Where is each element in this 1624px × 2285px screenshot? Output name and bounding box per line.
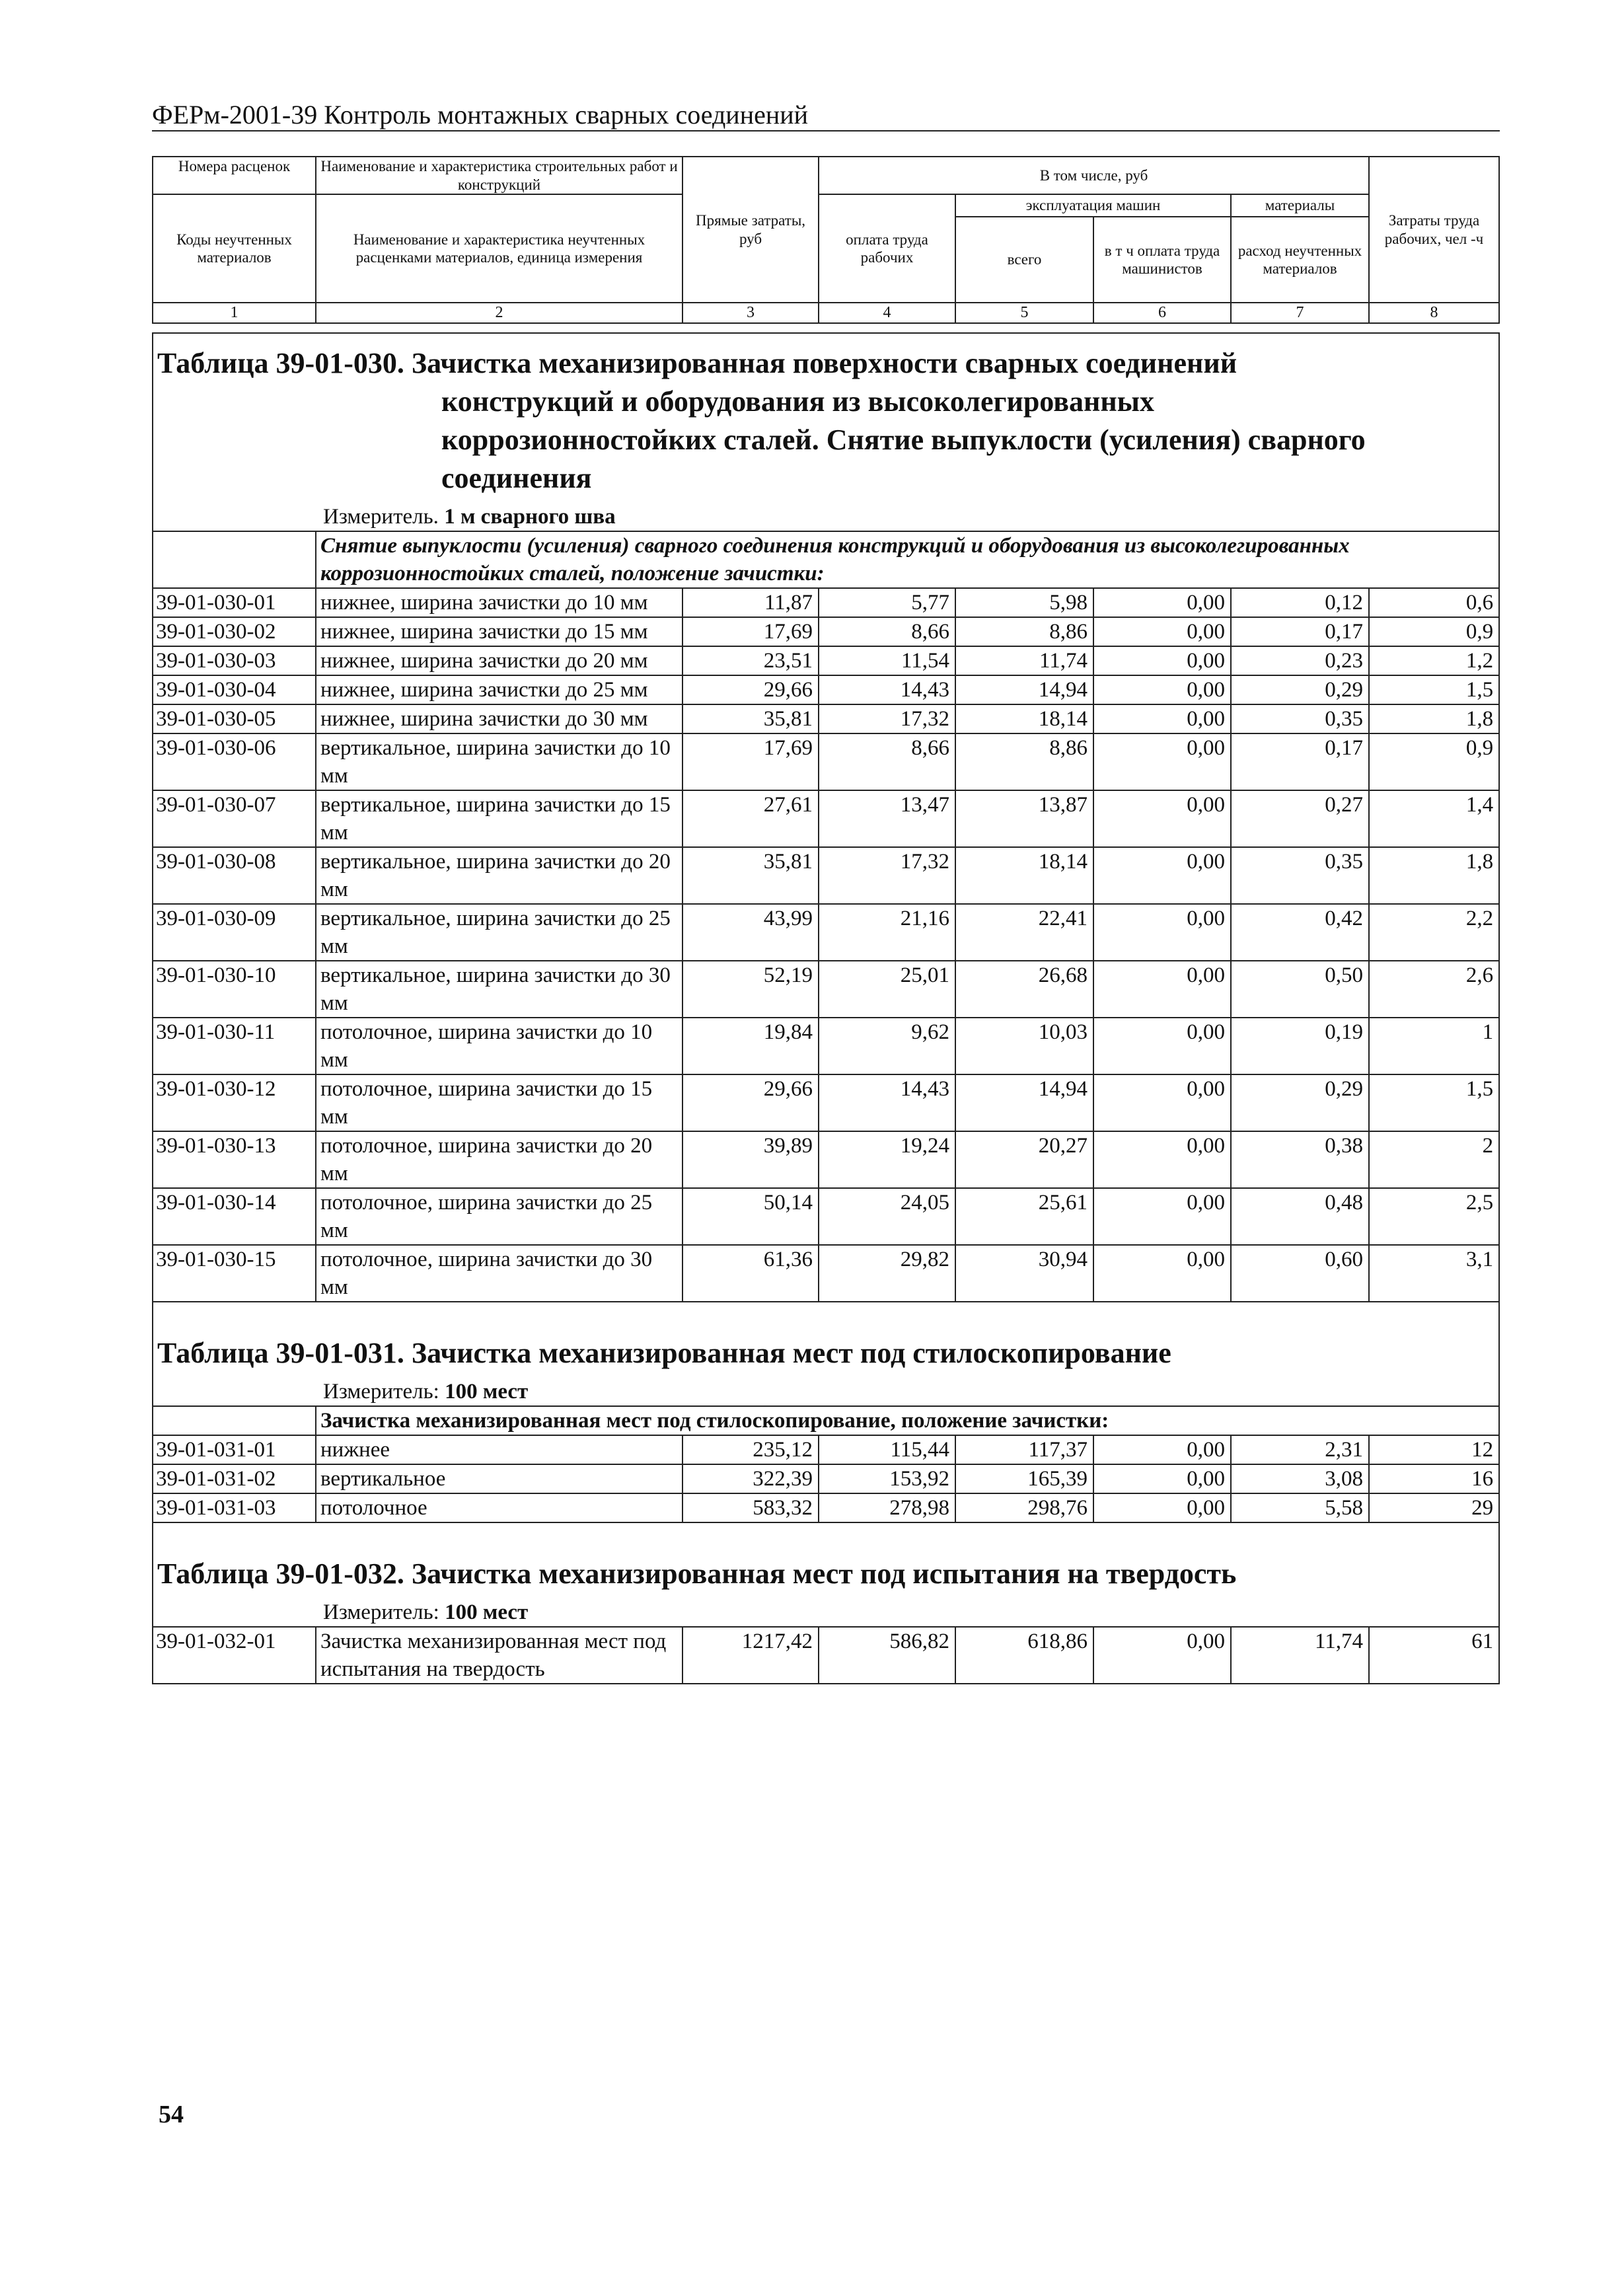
table-row — [153, 1464, 1499, 1493]
unit-label: Измеритель: — [323, 1380, 439, 1404]
worker-wages-cell: 9,62 — [819, 1018, 955, 1074]
table-row — [153, 961, 1499, 1018]
rate-description: вертикальное, ширина зачистки до 10 мм — [316, 733, 683, 790]
direct-costs-cell: 39,89 — [683, 1131, 819, 1188]
rate-code: 39-01-030-07 — [153, 790, 316, 847]
rate-description: нижнее, ширина зачистки до 25 мм — [316, 675, 683, 704]
machinist-wages-cell: 0,00 — [1093, 1464, 1231, 1493]
worker-wages-cell: 278,98 — [819, 1493, 955, 1522]
col-header-including: В том числе, руб — [819, 157, 1369, 194]
material-usage-cell: 0,38 — [1231, 1131, 1369, 1188]
unit-value: 100 мест — [445, 1380, 529, 1404]
machinist-wages-cell: 0,00 — [1093, 961, 1231, 1018]
rate-code: 39-01-030-08 — [153, 847, 316, 904]
material-usage-cell: 0,35 — [1231, 704, 1369, 733]
direct-costs-cell: 29,66 — [683, 1074, 819, 1131]
col-header-wages: оплата труда рабочих — [819, 194, 955, 303]
labor-costs-cell: 2,2 — [1369, 904, 1499, 961]
table-row — [153, 733, 1499, 790]
table-row — [153, 646, 1499, 675]
table-row — [153, 1627, 1499, 1684]
material-usage-cell: 2,31 — [1231, 1435, 1369, 1464]
worker-wages-cell: 21,16 — [819, 904, 955, 961]
rate-description: потолочное, ширина зачистки до 20 мм — [316, 1131, 683, 1188]
direct-costs-cell: 17,69 — [683, 733, 819, 790]
worker-wages-cell: 115,44 — [819, 1435, 955, 1464]
rate-code: 39-01-030-12 — [153, 1074, 316, 1131]
machines-total-cell: 20,27 — [955, 1131, 1093, 1188]
rate-code: 39-01-030-15 — [153, 1245, 316, 1302]
table-row — [153, 847, 1499, 904]
labor-costs-cell: 1,5 — [1369, 1074, 1499, 1131]
material-usage-cell: 0,19 — [1231, 1018, 1369, 1074]
column-header-table — [152, 156, 1500, 324]
direct-costs-cell: 1217,42 — [683, 1627, 819, 1684]
machines-total-cell: 18,14 — [955, 704, 1093, 733]
col-header-labor: Затраты труда рабочих, чел -ч — [1369, 157, 1499, 303]
col-header-direct-costs: Прямые затраты, руб — [683, 157, 819, 303]
worker-wages-cell: 17,32 — [819, 704, 955, 733]
machinist-wages-cell: 0,00 — [1093, 1627, 1231, 1684]
worker-wages-cell: 8,66 — [819, 733, 955, 790]
table-032-title: Таблица 39-01-032. Зачистка механизированная мест под испытания на твердость — [153, 1522, 1499, 1598]
table-030-subheading: Снятие выпуклости (усиления) сварного соединения конструкций и оборудования из высоколегированных коррозионностойких сталей, положение зачистки: — [316, 531, 1499, 588]
col-num: 2 — [316, 303, 683, 323]
worker-wages-cell: 24,05 — [819, 1188, 955, 1245]
material-usage-cell: 0,29 — [1231, 675, 1369, 704]
machinist-wages-cell: 0,00 — [1093, 847, 1231, 904]
worker-wages-cell: 13,47 — [819, 790, 955, 847]
rate-description: потолочное, ширина зачистки до 15 мм — [316, 1074, 683, 1131]
material-usage-cell: 0,48 — [1231, 1188, 1369, 1245]
table-row — [153, 704, 1499, 733]
col-header-codes: Номера расценок — [153, 157, 316, 194]
worker-wages-cell: 19,24 — [819, 1131, 955, 1188]
labor-costs-cell: 61 — [1369, 1627, 1499, 1684]
table-row — [153, 588, 1499, 617]
direct-costs-cell: 29,66 — [683, 675, 819, 704]
labor-costs-cell: 0,9 — [1369, 733, 1499, 790]
col-num: 8 — [1369, 303, 1499, 323]
col-header-materials: материалы — [1231, 194, 1369, 217]
machinist-wages-cell: 0,00 — [1093, 790, 1231, 847]
table-row — [153, 617, 1499, 646]
machines-total-cell: 8,86 — [955, 733, 1093, 790]
machines-total-cell: 298,76 — [955, 1493, 1093, 1522]
machinist-wages-cell: 0,00 — [1093, 1435, 1231, 1464]
table-row — [153, 1131, 1499, 1188]
machinist-wages-cell: 0,00 — [1093, 646, 1231, 675]
unit-value: 1 м сварного шва — [444, 505, 616, 529]
rate-code: 39-01-031-02 — [153, 1464, 316, 1493]
rate-code: 39-01-030-02 — [153, 617, 316, 646]
machinist-wages-cell: 0,00 — [1093, 1074, 1231, 1131]
labor-costs-cell: 1,8 — [1369, 847, 1499, 904]
rate-description: потолочное, ширина зачистки до 25 мм — [316, 1188, 683, 1245]
direct-costs-cell: 19,84 — [683, 1018, 819, 1074]
worker-wages-cell: 586,82 — [819, 1627, 955, 1684]
machinist-wages-cell: 0,00 — [1093, 704, 1231, 733]
table-row — [153, 790, 1499, 847]
material-usage-cell: 0,17 — [1231, 733, 1369, 790]
direct-costs-cell: 27,61 — [683, 790, 819, 847]
rate-code: 39-01-030-14 — [153, 1188, 316, 1245]
rate-description: потолочное, ширина зачистки до 10 мм — [316, 1018, 683, 1074]
col-header-material-codes: Коды неучтенных материалов — [153, 194, 316, 303]
rate-description: нижнее, ширина зачистки до 20 мм — [316, 646, 683, 675]
rate-description: потолочное — [316, 1493, 683, 1522]
machines-total-cell: 11,74 — [955, 646, 1093, 675]
material-usage-cell: 0,17 — [1231, 617, 1369, 646]
worker-wages-cell: 25,01 — [819, 961, 955, 1018]
col-header-material-usage: расход неучтенных материалов — [1231, 217, 1369, 303]
material-usage-cell: 0,42 — [1231, 904, 1369, 961]
machinist-wages-cell: 0,00 — [1093, 675, 1231, 704]
rate-code: 39-01-030-03 — [153, 646, 316, 675]
material-usage-cell: 0,35 — [1231, 847, 1369, 904]
worker-wages-cell: 17,32 — [819, 847, 955, 904]
rate-description: вертикальное, ширина зачистки до 30 мм — [316, 961, 683, 1018]
table-row — [153, 1074, 1499, 1131]
col-num: 5 — [955, 303, 1093, 323]
worker-wages-cell: 14,43 — [819, 675, 955, 704]
rate-description: вертикальное, ширина зачистки до 20 мм — [316, 847, 683, 904]
labor-costs-cell: 3,1 — [1369, 1245, 1499, 1302]
material-usage-cell: 0,27 — [1231, 790, 1369, 847]
table-row — [153, 1018, 1499, 1074]
material-usage-cell: 0,29 — [1231, 1074, 1369, 1131]
direct-costs-cell: 50,14 — [683, 1188, 819, 1245]
machinist-wages-cell: 0,00 — [1093, 904, 1231, 961]
direct-costs-cell: 17,69 — [683, 617, 819, 646]
machines-total-cell: 14,94 — [955, 1074, 1093, 1131]
machinist-wages-cell: 0,00 — [1093, 1245, 1231, 1302]
machines-total-cell: 5,98 — [955, 588, 1093, 617]
material-usage-cell: 3,08 — [1231, 1464, 1369, 1493]
worker-wages-cell: 8,66 — [819, 617, 955, 646]
rate-code: 39-01-030-01 — [153, 588, 316, 617]
rate-code: 39-01-031-01 — [153, 1435, 316, 1464]
machinist-wages-cell: 0,00 — [1093, 1131, 1231, 1188]
machines-total-cell: 22,41 — [955, 904, 1093, 961]
labor-costs-cell: 0,9 — [1369, 617, 1499, 646]
material-usage-cell: 11,74 — [1231, 1627, 1369, 1684]
col-num: 3 — [683, 303, 819, 323]
direct-costs-cell: 235,12 — [683, 1435, 819, 1464]
worker-wages-cell: 11,54 — [819, 646, 955, 675]
labor-costs-cell: 12 — [1369, 1435, 1499, 1464]
table-row — [153, 675, 1499, 704]
machines-total-cell: 14,94 — [955, 675, 1093, 704]
worker-wages-cell: 14,43 — [819, 1074, 955, 1131]
table-row — [153, 904, 1499, 961]
rate-description: нижнее — [316, 1435, 683, 1464]
col-header-machines-total: всего — [955, 217, 1093, 303]
header-rule — [152, 130, 1500, 131]
table-row — [153, 1493, 1499, 1522]
unit-value: 100 мест — [445, 1600, 529, 1624]
table-row — [153, 1245, 1499, 1302]
rate-code: 39-01-032-01 — [153, 1627, 316, 1684]
rate-description: вертикальное, ширина зачистки до 15 мм — [316, 790, 683, 847]
worker-wages-cell: 5,77 — [819, 588, 955, 617]
direct-costs-cell: 43,99 — [683, 904, 819, 961]
machinist-wages-cell: 0,00 — [1093, 1188, 1231, 1245]
material-usage-cell: 0,12 — [1231, 588, 1369, 617]
table-031-subheading: Зачистка механизированная мест под стилоскопирование, положение зачистки: — [316, 1406, 1499, 1435]
machines-total-cell: 8,86 — [955, 617, 1093, 646]
rate-code: 39-01-030-11 — [153, 1018, 316, 1074]
material-usage-cell: 0,50 — [1231, 961, 1369, 1018]
col-header-material-names: Наименование и характеристика неучтенных расценками материалов, единица измерения — [316, 194, 683, 303]
col-num: 6 — [1093, 303, 1231, 323]
rate-description: Зачистка механизированная мест под испытания на твердость — [316, 1627, 683, 1684]
machines-total-cell: 165,39 — [955, 1464, 1093, 1493]
material-usage-cell: 0,23 — [1231, 646, 1369, 675]
labor-costs-cell: 1,5 — [1369, 675, 1499, 704]
labor-costs-cell: 0,6 — [1369, 588, 1499, 617]
labor-costs-cell: 16 — [1369, 1464, 1499, 1493]
labor-costs-cell: 2 — [1369, 1131, 1499, 1188]
rate-code: 39-01-031-03 — [153, 1493, 316, 1522]
machines-total-cell: 18,14 — [955, 847, 1093, 904]
col-num: 1 — [153, 303, 316, 323]
machines-total-cell: 618,86 — [955, 1627, 1093, 1684]
direct-costs-cell: 322,39 — [683, 1464, 819, 1493]
machinist-wages-cell: 0,00 — [1093, 1493, 1231, 1522]
rate-description: потолочное, ширина зачистки до 30 мм — [316, 1245, 683, 1302]
labor-costs-cell: 1,8 — [1369, 704, 1499, 733]
direct-costs-cell: 11,87 — [683, 588, 819, 617]
page-number: 54 — [159, 2101, 184, 2128]
labor-costs-cell: 2,5 — [1369, 1188, 1499, 1245]
machinist-wages-cell: 0,00 — [1093, 733, 1231, 790]
rate-description: нижнее, ширина зачистки до 30 мм — [316, 704, 683, 733]
labor-costs-cell: 2,6 — [1369, 961, 1499, 1018]
rate-code: 39-01-030-05 — [153, 704, 316, 733]
labor-costs-cell: 1,4 — [1369, 790, 1499, 847]
worker-wages-cell: 29,82 — [819, 1245, 955, 1302]
col-header-machines: эксплуатация машин — [955, 194, 1231, 217]
labor-costs-cell: 1,2 — [1369, 646, 1499, 675]
machines-total-cell: 30,94 — [955, 1245, 1093, 1302]
col-header-machinist-wages: в т ч оплата труда машинистов — [1093, 217, 1231, 303]
unit-label: Измеритель: — [323, 1600, 439, 1624]
col-num: 4 — [819, 303, 955, 323]
material-usage-cell: 0,60 — [1231, 1245, 1369, 1302]
col-num: 7 — [1231, 303, 1369, 323]
worker-wages-cell: 153,92 — [819, 1464, 955, 1493]
machinist-wages-cell: 0,00 — [1093, 588, 1231, 617]
rate-description: нижнее, ширина зачистки до 15 мм — [316, 617, 683, 646]
table-031-unit — [153, 1378, 1499, 1406]
rate-code: 39-01-030-13 — [153, 1131, 316, 1188]
unit-label: Измеритель. — [323, 505, 439, 529]
col-header-name: Наименование и характеристика строительных работ и конструкций — [316, 157, 683, 194]
machines-total-cell: 25,61 — [955, 1188, 1093, 1245]
rate-code: 39-01-030-09 — [153, 904, 316, 961]
rate-code: 39-01-030-04 — [153, 675, 316, 704]
rate-code: 39-01-030-10 — [153, 961, 316, 1018]
price-table — [152, 332, 1500, 1684]
table-032-unit — [153, 1598, 1499, 1627]
machines-total-cell: 117,37 — [955, 1435, 1093, 1464]
table-031-title: Таблица 39-01-031. Зачистка механизированная мест под стилоскопирование — [153, 1302, 1499, 1378]
rate-description: вертикальное — [316, 1464, 683, 1493]
rate-description: нижнее, ширина зачистки до 10 мм — [316, 588, 683, 617]
table-030-title: Таблица 39-01-030. Зачистка механизированная поверхности сварных соединений конструкций и оборудования из высоколегированных коррозионностойких сталей. Снятие выпуклости (усиления) сварного соединения — [153, 333, 1499, 503]
rate-description: вертикальное, ширина зачистки до 25 мм — [316, 904, 683, 961]
table-row — [153, 1435, 1499, 1464]
labor-costs-cell: 29 — [1369, 1493, 1499, 1522]
direct-costs-cell: 35,81 — [683, 704, 819, 733]
direct-costs-cell: 35,81 — [683, 847, 819, 904]
table-row — [153, 1188, 1499, 1245]
machines-total-cell: 10,03 — [955, 1018, 1093, 1074]
direct-costs-cell: 52,19 — [683, 961, 819, 1018]
machinist-wages-cell: 0,00 — [1093, 617, 1231, 646]
direct-costs-cell: 583,32 — [683, 1493, 819, 1522]
labor-costs-cell: 1 — [1369, 1018, 1499, 1074]
machinist-wages-cell: 0,00 — [1093, 1018, 1231, 1074]
direct-costs-cell: 23,51 — [683, 646, 819, 675]
rate-code: 39-01-030-06 — [153, 733, 316, 790]
direct-costs-cell: 61,36 — [683, 1245, 819, 1302]
machines-total-cell: 13,87 — [955, 790, 1093, 847]
material-usage-cell: 5,58 — [1231, 1493, 1369, 1522]
table-030-unit — [153, 503, 1499, 531]
running-header: ФЕРм-2001-39 Контроль монтажных сварных соединений — [152, 100, 809, 130]
machines-total-cell: 26,68 — [955, 961, 1093, 1018]
